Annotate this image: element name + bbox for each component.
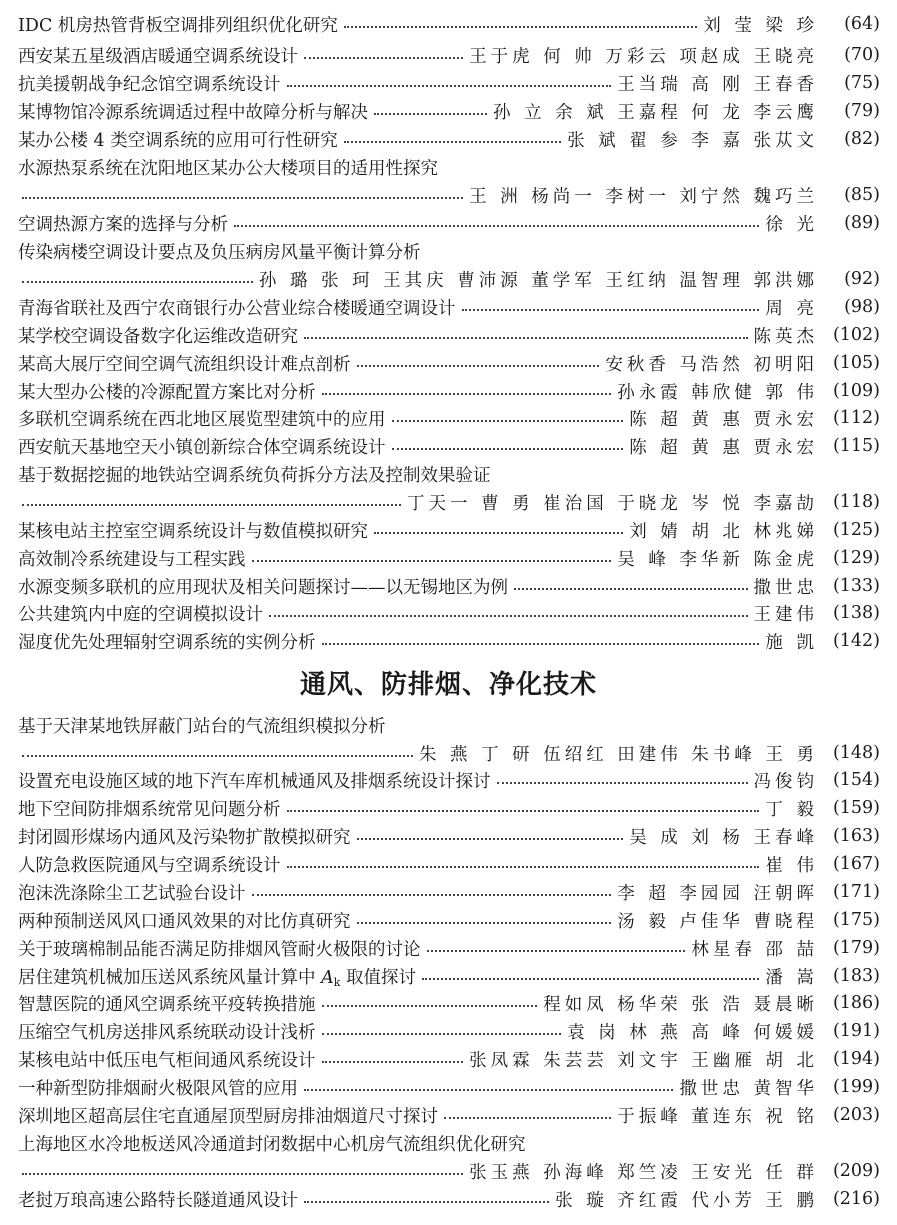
entry-page: (186) — [832, 993, 880, 1013]
entry-title: 老挝万琅高速公路特长隧道通风设计 — [18, 1190, 298, 1211]
entry-title: 西安某五星级酒店暖通空调系统设计 — [18, 46, 298, 67]
entry-authors: 安秋香 马浩然 初明阳 — [605, 354, 818, 375]
leader-dots — [422, 978, 759, 980]
entry-title: 空调热源方案的选择与分析 — [18, 214, 228, 235]
entry-authors: 撒世忠 黄智华 — [679, 1078, 818, 1099]
toc-entry[interactable] — [18, 433, 880, 459]
entry-authors: 周 亮 — [765, 298, 818, 319]
toc-entry[interactable] — [18, 1046, 880, 1072]
entry-page: (148) — [832, 743, 880, 763]
entry-title: 压缩空气机房送排风系统联动设计浅析 — [18, 1022, 316, 1043]
toc-entry[interactable] — [18, 1102, 880, 1128]
entry-title: 某核电站主控室空调系统设计与数值模拟研究 — [18, 521, 368, 542]
entry-title: 人防急救医院通风与空调系统设计 — [18, 855, 281, 876]
entry-authors: 林星春 邵 喆 — [691, 939, 818, 960]
entry-authors: 张玉燕 孙海峰 郑竺凌 王安光 任 群 — [469, 1162, 818, 1183]
entry-authors: 王 洲 杨尚一 李树一 刘宁然 魏巧兰 — [469, 186, 818, 207]
toc-entry[interactable] — [18, 210, 880, 236]
entry-authors: 徐 光 — [765, 214, 818, 235]
entry-authors: 孙永霞 韩欣健 郭 伟 — [617, 382, 818, 403]
toc-entry[interactable] — [18, 935, 880, 961]
entry-page: (75) — [844, 73, 880, 93]
entry-authors: 孙 立 余 斌 王嘉程 何 龙 李云鹰 — [493, 102, 818, 123]
leader-dots — [22, 755, 413, 757]
entry-title: 某办公楼 4 类空调系统的应用可行性研究 — [18, 130, 338, 151]
toc-entry[interactable] — [18, 378, 880, 404]
entry-authors: 张 璇 齐红霞 代小芳 王 鹏 — [555, 1190, 818, 1211]
entry-title: 青海省联社及西宁农商银行办公营业综合楼暖通空调设计 — [18, 298, 456, 319]
entry-authors: 于振峰 董连东 祝 铭 — [617, 1106, 818, 1127]
entry-authors: 丁 毅 — [765, 799, 818, 820]
entry-title: 基于天津某地铁屏蔽门站台的气流组织模拟分析 — [18, 716, 386, 737]
toc-entry[interactable] — [18, 600, 880, 626]
leader-dots — [514, 588, 748, 590]
entry-page: (142) — [832, 631, 880, 651]
entry-title: 一种新型防排烟耐火极限风管的应用 — [18, 1078, 298, 1099]
entry-authors: 刘 婧 胡 北 林兆娣 — [629, 521, 818, 542]
entry-title: 设置充电设施区域的地下汽车库机械通风及排烟系统设计探讨 — [18, 771, 491, 792]
leader-dots — [357, 922, 612, 924]
leader-dots — [304, 337, 748, 339]
entry-title: 某大型办公楼的冷源配置方案比对分析 — [18, 382, 316, 403]
leader-dots — [374, 532, 623, 534]
entry-page: (64) — [844, 14, 880, 34]
toc-entry-title-line[interactable] — [18, 238, 880, 264]
leader-dots — [252, 560, 612, 562]
entry-page: (98) — [844, 297, 880, 317]
title-text-post: 取值探讨 — [340, 967, 416, 988]
leader-dots — [322, 1033, 562, 1035]
title-subscript: k — [333, 975, 341, 989]
entry-title: 地下空间防排烟系统常见问题分析 — [18, 799, 281, 820]
leader-dots — [357, 365, 600, 367]
entry-page: (179) — [832, 938, 880, 958]
leader-dots — [392, 420, 624, 422]
toc-entry-title-line[interactable] — [18, 712, 880, 738]
entry-authors: 王建伟 — [753, 604, 818, 625]
leader-dots — [269, 615, 748, 617]
leader-dots — [444, 1117, 611, 1119]
entry-page: (183) — [832, 966, 880, 986]
entry-authors: 潘 嵩 — [765, 967, 818, 988]
entry-page: (133) — [832, 576, 880, 596]
leader-dots — [322, 1005, 538, 1007]
entry-authors: 撒世忠 — [753, 577, 818, 598]
entry-title: 某核电站中低压电气柜间通风系统设计 — [18, 1050, 316, 1071]
entry-authors: 张凤霖 朱芸芸 刘文宇 王幽雁 胡 北 — [469, 1050, 818, 1071]
leader-dots — [22, 281, 253, 283]
entry-page: (118) — [832, 492, 880, 512]
entry-title: 两种预制送风风口通风效果的对比仿真研究 — [18, 911, 351, 932]
entry-authors: 施 凯 — [765, 632, 818, 653]
entry-authors: 陈 超 黄 惠 贾永宏 — [629, 437, 818, 458]
entry-page: (85) — [844, 185, 880, 205]
toc-entry[interactable] — [18, 907, 880, 933]
entry-authors: 丁天一 曹 勇 崔治国 于晓龙 岑 悦 李嘉劼 — [407, 493, 818, 514]
entry-title: 深圳地区超高层住宅直通屋顶型厨房排油烟道尺寸探讨 — [18, 1106, 438, 1127]
toc-entry[interactable] — [18, 1074, 880, 1100]
toc-entry[interactable] — [18, 767, 880, 793]
leader-dots — [304, 1089, 673, 1091]
entry-page: (125) — [832, 520, 880, 540]
toc-entry[interactable] — [18, 98, 880, 124]
leader-dots — [304, 57, 463, 59]
entry-authors: 程如凤 杨华荣 张 浩 聂晨晰 — [543, 994, 818, 1015]
toc-entry[interactable] — [18, 42, 880, 68]
entry-page: (89) — [844, 213, 880, 233]
entry-title: 公共建筑内中庭的空调模拟设计 — [18, 604, 263, 625]
entry-page: (194) — [832, 1049, 880, 1069]
entry-page: (171) — [832, 882, 880, 902]
toc-entry[interactable] — [18, 70, 880, 96]
entry-title: 抗美援朝战争纪念馆空调系统设计 — [18, 74, 281, 95]
entry-title: 传染病楼空调设计要点及负压病房风量平衡计算分析 — [18, 242, 421, 263]
entry-title: 多联机空调系统在西北地区展览型建筑中的应用 — [18, 409, 386, 430]
toc-entry-author-line[interactable] — [18, 489, 880, 515]
entry-authors: 吴 成 刘 杨 王春峰 — [629, 827, 818, 848]
entry-page: (92) — [844, 269, 880, 289]
entry-authors: 陈英杰 — [753, 326, 818, 347]
toc-entry[interactable] — [18, 795, 880, 821]
entry-authors: 袁 岗 林 燕 高 峰 何媛媛 — [567, 1022, 818, 1043]
toc-entry[interactable] — [18, 1186, 880, 1212]
entry-page: (82) — [844, 129, 880, 149]
entry-page: (154) — [832, 770, 880, 790]
entry-authors: 王于虎 何 帅 万彩云 项赵成 王晓亮 — [469, 46, 818, 67]
entry-authors: 陈 超 黄 惠 贾永宏 — [629, 409, 818, 430]
entry-page: (129) — [832, 548, 880, 568]
leader-dots — [497, 782, 748, 784]
entry-authors: 朱 燕 丁 研 伍绍红 田建伟 朱书峰 王 勇 — [418, 744, 818, 765]
toc-entry-author-line[interactable] — [18, 182, 880, 208]
entry-authors: 吴 峰 李华新 陈金虎 — [617, 549, 818, 570]
leader-dots — [322, 1061, 464, 1063]
entry-authors: 张 斌 翟 参 李 嘉 张苁文 — [567, 130, 818, 151]
entry-authors: 王当瑞 高 刚 王春香 — [617, 74, 818, 95]
entry-page: (79) — [844, 101, 880, 121]
entry-title: 基于数据挖掘的地铁站空调系统负荷拆分方法及控制效果验证 — [18, 465, 491, 486]
entry-page: (191) — [832, 1021, 880, 1041]
entry-title: 西安航天基地空天小镇创新综合体空调系统设计 — [18, 437, 386, 458]
entry-page: (216) — [832, 1189, 880, 1209]
leader-dots — [22, 197, 463, 199]
entry-authors: 冯俊钧 — [753, 771, 818, 792]
leader-dots — [344, 141, 561, 143]
toc-entry[interactable] — [18, 990, 880, 1016]
entry-title: 某博物馆冷源系统调适过程中故障分析与解决 — [18, 102, 368, 123]
entry-title: 智慧医院的通风空调系统平疫转换措施 — [18, 994, 316, 1015]
entry-page: (102) — [832, 325, 880, 345]
toc-entry[interactable] — [18, 126, 880, 152]
entry-title: 水源热泵系统在沈阳地区某办公大楼项目的适用性探究 — [18, 158, 438, 179]
entry-title: 湿度优先处理辐射空调系统的实例分析 — [18, 632, 316, 653]
entry-page: (209) — [832, 1161, 880, 1181]
toc-entry[interactable] — [18, 322, 880, 348]
entry-authors: 李 超 李园园 汪朝晖 — [617, 883, 818, 904]
entry-authors: 崔 伟 — [765, 855, 818, 876]
toc-entry-title-line[interactable] — [18, 154, 880, 180]
toc-entry-author-line[interactable] — [18, 740, 880, 766]
entry-title: 封闭圆形煤场内通风及污染物扩散模拟研究 — [18, 827, 351, 848]
toc-entry-author-line[interactable] — [18, 266, 880, 292]
entry-title: 上海地区水冷地板送风冷通道封闭数据中心机房气流组织优化研究 — [18, 1134, 526, 1155]
entry-page: (167) — [832, 854, 880, 874]
toc-entry-title-line[interactable] — [18, 1130, 880, 1156]
toc-entry[interactable] — [18, 11, 880, 37]
toc-entry[interactable] — [18, 350, 880, 376]
entry-page: (199) — [832, 1077, 880, 1097]
leader-dots — [322, 643, 760, 645]
leader-dots — [374, 113, 487, 115]
leader-dots — [427, 950, 686, 952]
entry-page: (115) — [832, 436, 880, 456]
leader-dots — [287, 810, 760, 812]
entry-title: 高效制冷系统建设与工程实践 — [18, 549, 246, 570]
entry-title: 泡沫洗涤除尘工艺试验台设计 — [18, 883, 246, 904]
entry-page: (70) — [844, 45, 880, 65]
toc-entry-author-line[interactable] — [18, 1158, 880, 1184]
section-heading: 通风、防排烟、净化技术 — [299, 670, 597, 700]
entry-page: (109) — [832, 381, 880, 401]
entry-title: 水源变频多联机的应用现状及相关问题探讨——以无锡地区为例 — [18, 577, 508, 598]
toc-entry[interactable] — [18, 405, 880, 431]
toc-entry[interactable] — [18, 823, 880, 849]
leader-dots — [304, 1201, 549, 1203]
entry-page: (138) — [832, 603, 880, 623]
entry-authors: 孙 璐 张 珂 王其庆 曹沛源 董学军 王红纳 温智理 郭洪娜 — [258, 270, 818, 291]
toc-entry[interactable] — [18, 517, 880, 543]
entry-page: (175) — [832, 910, 880, 930]
toc-entry[interactable] — [18, 545, 880, 571]
leader-dots — [22, 1173, 463, 1175]
title-variable: A — [321, 967, 334, 988]
entry-page: (112) — [832, 408, 880, 428]
leader-dots — [234, 225, 759, 227]
leader-dots — [322, 393, 612, 395]
leader-dots — [287, 866, 760, 868]
entry-page: (105) — [832, 353, 880, 373]
leader-dots — [392, 448, 624, 450]
entry-page: (203) — [832, 1105, 880, 1125]
entry-title: 某高大展厅空间空调气流组织设计难点剖析 — [18, 354, 351, 375]
toc-entry[interactable] — [18, 294, 880, 320]
entry-title: IDC 机房热管背板空调排列组织优化研究 — [18, 15, 338, 36]
entry-title — [18, 964, 416, 989]
entry-title: 关于玻璃棉制品能否满足防排烟风管耐火极限的讨论 — [18, 939, 421, 960]
toc-entry[interactable] — [18, 628, 880, 654]
leader-dots — [344, 26, 697, 28]
entry-title: 某学校空调设备数字化运维改造研究 — [18, 326, 298, 347]
toc-entry[interactable] — [18, 1018, 880, 1044]
entry-authors: 刘 莹 梁 珍 — [703, 15, 818, 36]
leader-dots — [462, 309, 760, 311]
leader-dots — [287, 85, 612, 87]
toc-entry[interactable] — [18, 963, 880, 989]
leader-dots — [357, 838, 624, 840]
entry-page: (159) — [832, 798, 880, 818]
toc-entry[interactable] — [18, 851, 880, 877]
leader-dots — [22, 504, 401, 506]
toc-entry[interactable] — [18, 879, 880, 905]
title-text-pre: 居住建筑机械加压送风系统风量计算中 — [18, 967, 322, 988]
entry-page: (163) — [832, 826, 880, 846]
toc-entry-title-line[interactable] — [18, 461, 880, 487]
toc-entry[interactable] — [18, 573, 880, 599]
entry-authors: 汤 毅 卢佳华 曹晓程 — [617, 911, 818, 932]
leader-dots — [252, 894, 612, 896]
